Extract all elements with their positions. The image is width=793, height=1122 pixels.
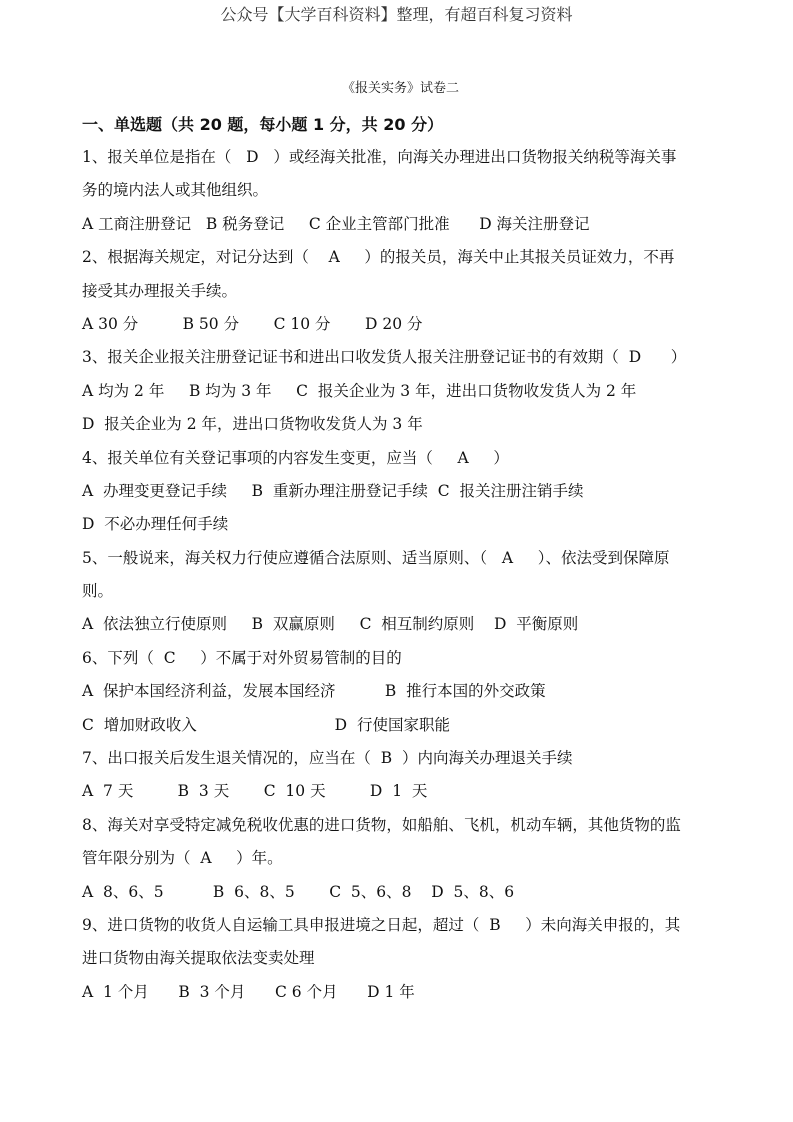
document-title: 《报关实务》试卷二 — [341, 81, 459, 96]
question-stem: 4、报关单位有关登记事项的内容发生变更，应当（ A ） — [82, 448, 509, 467]
question-stem: 2、根据海关规定，对记分达到（ A ）的报关员，海关中止其报关员证效力，不再 — [82, 248, 675, 267]
question-options: A 8、6、5 B 6、8、5 C 5、6、8 D 5、8、6 — [82, 882, 515, 901]
question-stem: 7、出口报关后发生退关情况的，应当在（ B ）内向海关办理退关手续 — [82, 749, 573, 768]
question-stem: 9、进口货物的收货人自运输工具申报进境之日起，超过（ B ）未向海关申报的，其 — [82, 915, 681, 934]
question-options: D 报关企业为 2 年，进出口货物收发货人为 3 年 — [82, 415, 423, 434]
question-options: A 30 分 B 50 分 C 10 分 D 20 分 — [82, 314, 423, 333]
question-2 — [82, 246, 702, 346]
question-options: D 不必办理任何手续 — [82, 515, 229, 534]
question-3 — [82, 346, 702, 446]
question-stem: 8、海关对享受特定减免税收优惠的进口货物，如船舶、飞机，机动车辆，其他货物的监 — [82, 815, 681, 834]
section-heading: 一、单选题（共 20 题，每小题 1 分，共 20 分） — [82, 115, 444, 134]
question-4 — [82, 447, 702, 547]
question-options: A 保护本国经济利益，发展本国经济 B 推行本国的外交政策 — [82, 682, 546, 701]
question-stem: 3、报关企业报关注册登记证书和进出口收发货人报关注册登记证书的有效期（ D ） — [82, 348, 687, 367]
question-6 — [82, 647, 702, 747]
question-stem: 务的境内法人或其他组织。 — [82, 181, 269, 200]
question-5 — [82, 547, 702, 647]
page-header-watermark: 公众号【大学百科资料】整理，有超百科复习资料 — [220, 5, 573, 24]
question-stem: 5、一般说来，海关权力行使应遵循合法原则、适当原则、（ A ）、依法受到保障原 — [82, 548, 670, 567]
question-options: A 1 个月 B 3 个月 C 6 个月 D 1 年 — [82, 982, 415, 1001]
question-stem: 管年限分别为（ A ）年。 — [82, 849, 283, 868]
question-stem: 进口货物由海关提取依法变卖处理 — [82, 949, 315, 968]
question-stem: 则。 — [82, 582, 114, 601]
question-9 — [82, 914, 702, 1014]
question-options: A 依法独立行使原则 B 双赢原则 C 相互制约原则 D 平衡原则 — [82, 615, 579, 634]
question-options: A 均为 2 年 B 均为 3 年 C 报关企业为 3 年，进出口货物收发货人为 2 年 — [82, 381, 637, 400]
question-stem: 6、下列（ C ）不属于对外贸易管制的目的 — [82, 648, 402, 667]
question-stem: 1、报关单位是指在（ D ）或经海关批准，向海关办理进出口货物报关纳税等海关事 — [82, 148, 677, 166]
question-options: C 增加财政收入 D 行使国家职能 — [82, 715, 450, 734]
question-list — [82, 146, 702, 1014]
question-options: A 7 天 B 3 天 C 10 天 D 1 天 — [82, 782, 428, 801]
question-stem: 接受其办理报关手续。 — [82, 281, 238, 300]
question-options: A 办理变更登记手续 B 重新办理注册登记手续 C 报关注册注销手续 — [82, 481, 584, 500]
question-7 — [82, 747, 702, 814]
question-8 — [82, 814, 702, 914]
question-1 — [82, 146, 702, 246]
question-options: A 工商注册登记 B 税务登记 C 企业主管部门批准 D 海关注册登记 — [82, 214, 590, 233]
